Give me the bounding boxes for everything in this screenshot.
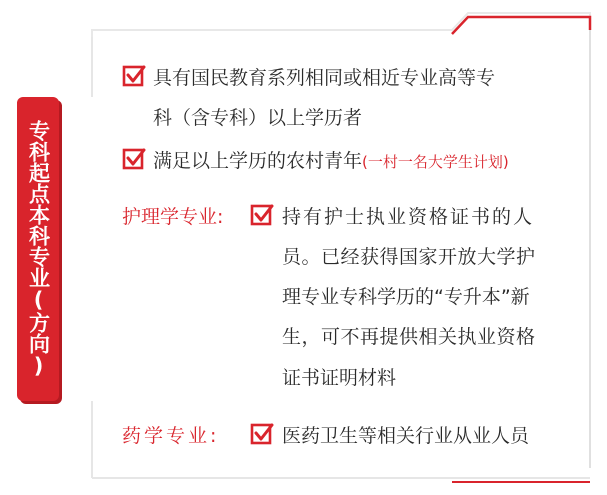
checkbox-check-icon	[250, 422, 274, 446]
requirement-1-line-2: 科（含专科）以上学历者	[153, 107, 363, 129]
requirement-2	[153, 149, 509, 174]
requirement-2-note: (一村一名大学生计划)	[362, 153, 509, 171]
checkbox-check-icon	[122, 64, 146, 88]
side-tab-label: 专科起点本科专业(方向)	[26, 120, 51, 378]
checkbox-check-icon	[250, 203, 274, 227]
nursing-line-1: 持有护士执业资格证书的人	[282, 206, 535, 228]
requirement-1-line-1: 具有国民教育系列相同或相近专业高等专	[153, 67, 496, 89]
pharmacy-line-1: 医药卫生等相关行业从业人员	[282, 425, 530, 447]
nursing-line-3: 理专业专科学历的“专升本”新	[282, 286, 530, 308]
nursing-line-2: 员。已经获得国家开放大学护	[282, 246, 536, 268]
side-tab	[17, 97, 59, 401]
pharmacy-label: 药学专业:	[122, 425, 220, 447]
nursing-label: 护理学专业:	[122, 206, 224, 228]
checkbox-check-icon	[122, 147, 146, 171]
requirement-2-main: 满足以上学历的农村青年	[153, 150, 363, 172]
nursing-line-4: 生，可不再提供相关执业资格	[282, 326, 536, 348]
nursing-line-5: 证书证明材料	[282, 367, 397, 389]
